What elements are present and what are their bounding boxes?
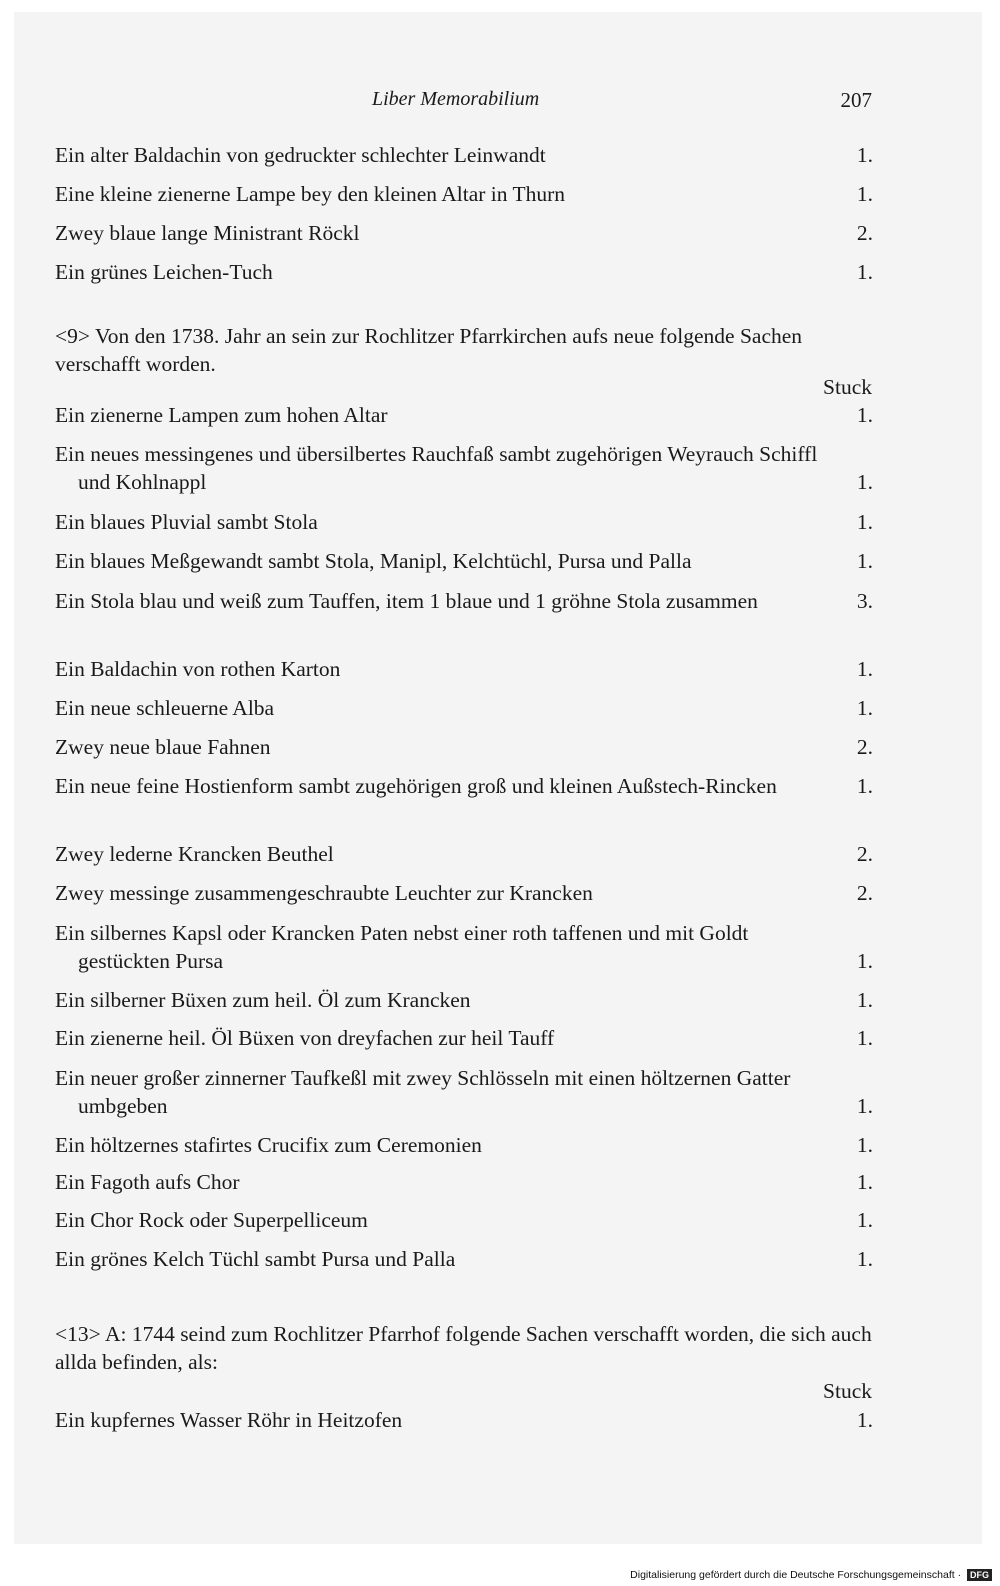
item-quantity: 1. (856, 657, 873, 681)
item-text: Ein neue feine Hostienform sambt zugehörigen groß und kleinen Außstech-Rincken (55, 774, 777, 798)
list-item (55, 1064, 873, 1120)
item-text: Ein grünes Leichen-Tuch (55, 260, 273, 284)
item-quantity: 2. (856, 221, 873, 245)
section-intro: <9> Von den 1738. Jahr an sein zur Rochlitzer Pfarrkirchen aufs neue folgende Sachen verschafft worden. (55, 324, 803, 376)
page-number: 207 (840, 88, 872, 112)
list-item (55, 840, 873, 868)
item-quantity: 1. (856, 1170, 873, 1194)
item-text: Zwey lederne Krancken Beuthel (55, 842, 334, 866)
item-quantity: 1. (856, 988, 873, 1012)
list-item (55, 879, 873, 907)
item-quantity: 1. (856, 949, 873, 973)
item-text: Zwey messinge zusammengeschraubte Leuchter zur Krancken (55, 881, 593, 905)
item-quantity: 2. (856, 881, 873, 905)
item-quantity: 1. (856, 774, 873, 798)
list-item (55, 508, 873, 536)
item-quantity: 1. (856, 260, 873, 284)
item-quantity: 1. (856, 1133, 873, 1157)
list-item (55, 1206, 873, 1234)
running-title: Liber Memorabilium (372, 88, 540, 110)
item-quantity: 1. (856, 1408, 873, 1432)
list-item (55, 401, 873, 429)
item-quantity: 1. (856, 696, 873, 720)
list-item (55, 1245, 873, 1273)
item-text: Ein zienerne Lampen zum hohen Altar (55, 403, 388, 427)
list-item (55, 655, 873, 683)
list-item (55, 219, 873, 247)
list-item (55, 733, 873, 761)
item-text: Eine kleine zienerne Lampe bey den kleinen Altar in Thurn (55, 182, 566, 206)
item-quantity: 2. (856, 735, 873, 759)
list-item (55, 986, 873, 1014)
item-text: Ein neues messingenes und übersilbertes Rauchfaß sambt zugehörigen Weyrauch Schiffl und Kohlnappl (55, 442, 818, 494)
item-text: Zwey neue blaue Fahnen (55, 735, 271, 759)
item-quantity: 1. (856, 1247, 873, 1271)
item-quantity: 1. (856, 182, 873, 206)
list-item (55, 1131, 873, 1159)
item-quantity: 1. (856, 143, 873, 167)
item-text: Ein grönes Kelch Tüchl sambt Pursa und Palla (55, 1247, 456, 1271)
item-text: Ein Baldachin von rothen Karton (55, 657, 341, 681)
list-item (55, 772, 873, 800)
item-quantity: 1. (856, 549, 873, 573)
item-quantity: 2. (856, 842, 873, 866)
item-text: Ein zienerne heil. Öl Büxen von dreyfachen zur heil Tauff (55, 1026, 555, 1050)
item-text: Ein silberner Büxen zum heil. Öl zum Krancken (55, 988, 471, 1012)
list-item (55, 694, 873, 722)
list-item (55, 1168, 873, 1196)
item-text: Ein Stola blau und weiß zum Tauffen, item 1 blaue und 1 gröhne Stola zusammen (55, 589, 758, 613)
section-intro: <13> A: 1744 seind zum Rochlitzer Pfarrhof folgende Sachen verschafft worden, die sich auch allda befinden, als: (55, 1322, 872, 1374)
list-item (55, 440, 873, 496)
credit-text: Digitalisierung gefördert durch die Deutsche Forschungsgemeinschaft · (630, 1568, 962, 1581)
item-text: Ein Fagoth aufs Chor (55, 1170, 240, 1194)
item-quantity: 1. (856, 1094, 873, 1118)
item-text: Ein neue schleuerne Alba (55, 696, 275, 720)
item-text: Ein kupfernes Wasser Röhr in Heitzofen (55, 1408, 403, 1432)
item-text: Ein höltzernes stafirtes Crucifix zum Ceremonien (55, 1133, 482, 1157)
item-text: Ein blaues Meßgewandt sambt Stola, Manipl, Kelchtüchl, Pursa und Palla (55, 549, 692, 573)
item-quantity: 1. (856, 1026, 873, 1050)
dfg-logo: DFG (967, 1569, 992, 1581)
item-text: Ein Chor Rock oder Superpelliceum (55, 1208, 368, 1232)
item-text: Ein blaues Pluvial sambt Stola (55, 510, 318, 534)
item-quantity: 1. (856, 403, 873, 427)
unit-label: Stuck (823, 375, 872, 399)
running-head (0, 88, 1000, 112)
digitization-credit (630, 1569, 992, 1581)
list-item (55, 587, 873, 615)
item-quantity: 1. (856, 510, 873, 534)
item-quantity: 3. (856, 589, 873, 613)
list-item (55, 547, 873, 575)
list-item (55, 258, 873, 286)
list-item (55, 1024, 873, 1052)
list-item (55, 180, 873, 208)
item-text: Zwey blaue lange Ministrant Röckl (55, 221, 360, 245)
item-text: Ein neuer großer zinnerner Taufkeßl mit zwey Schlösseln mit einen höltzernen Gatter umbgeben (55, 1066, 791, 1118)
unit-label: Stuck (823, 1379, 872, 1403)
item-quantity: 1. (856, 470, 873, 494)
item-quantity: 1. (856, 1208, 873, 1232)
list-item (55, 1406, 873, 1434)
item-text: Ein silbernes Kapsl oder Krancken Paten nebst einer roth taffenen und mit Goldt gestückten Pursa (55, 921, 749, 973)
list-item (55, 141, 873, 169)
item-text: Ein alter Baldachin von gedruckter schlechter Leinwandt (55, 143, 546, 167)
list-item (55, 919, 873, 975)
